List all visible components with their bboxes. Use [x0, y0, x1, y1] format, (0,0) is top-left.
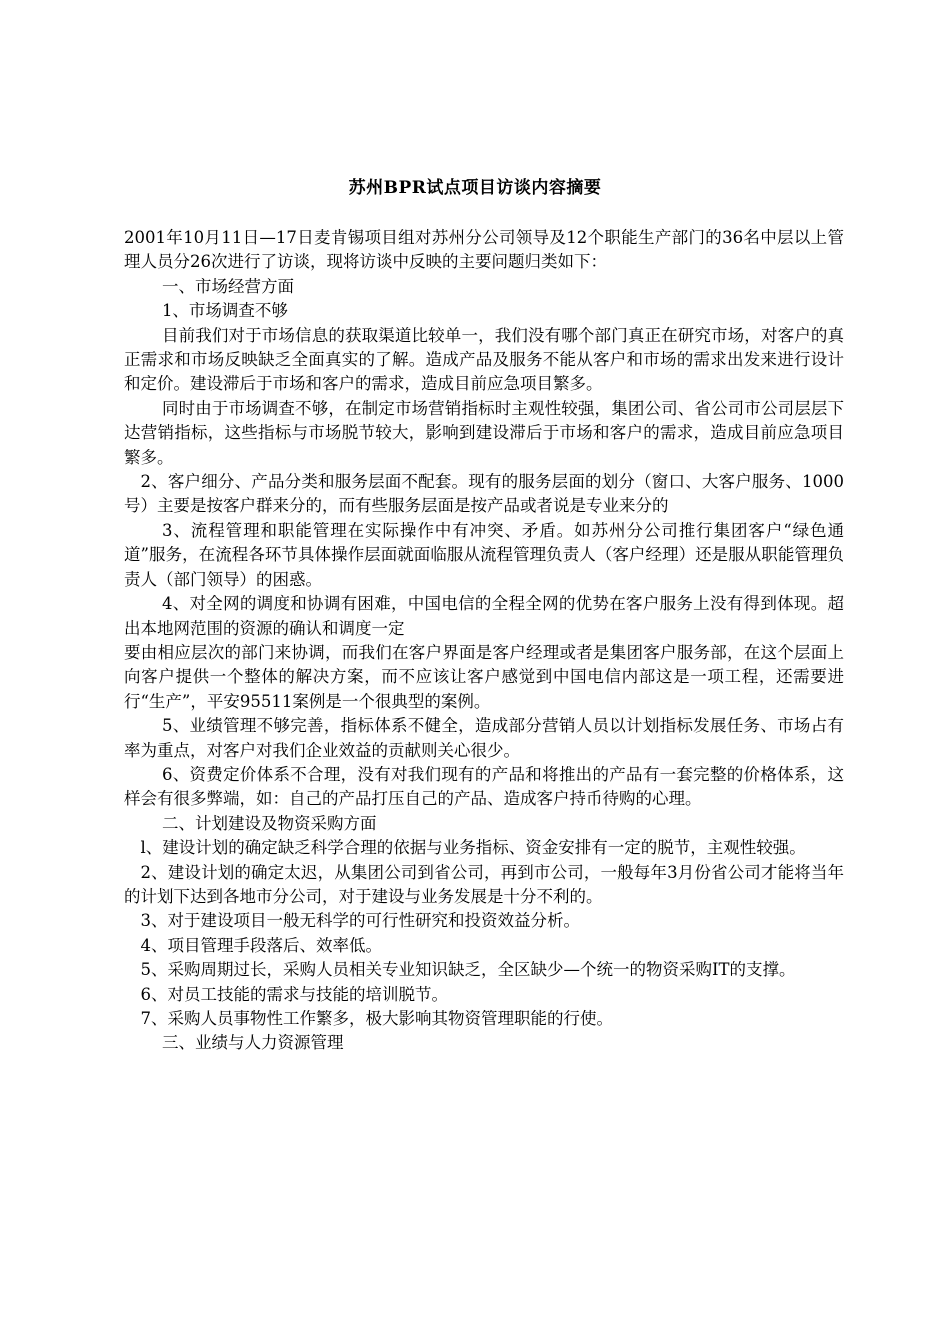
- paragraph: 2、客户细分、产品分类和服务层面不配套。现有的服务层面的划分（窗口、大客户服务、1000号）主要是按客户群来分的，而有些服务层面是按产品或者说是专业来分的: [124, 472, 844, 516]
- paragraph: 二、计划建设及物资采购方面: [161, 813, 377, 833]
- paragraph: 5、采购周期过长，采购人员相关专业知识缺乏，全区缺少—个统一的物资采购IT的支撑。: [140, 960, 796, 980]
- paragraph: 3、流程管理和职能管理在实际操作中有冲突、矛盾。如苏州分公司推行集团客户“绿色通道”服务，在流程各环节具体操作层面就面临服从流程管理负责人（客户经理）还是服从职能管理负责人（部门领导）的困惑。: [124, 520, 844, 589]
- paragraph: 三、业绩与人力资源管理: [161, 1033, 344, 1053]
- paragraph: l、建设计划的确定缺乏科学合理的依据与业务指标、资金安排有一定的脱节，主观性较强。: [140, 838, 806, 858]
- paragraph: 同时由于市场调查不够，在制定市场营销指标时主观性较强，集团公司、省公司市公司层层下达营销指标，这些指标与市场脱节较大，影响到建设滞后于市场和客户的需求，造成目前应急项目繁多。: [124, 398, 844, 467]
- paragraph: 一、市场经营方面: [161, 276, 294, 296]
- paragraph: 3、对于建设项目一般无科学的可行性研究和投资效益分析。: [140, 911, 580, 931]
- document-body: [124, 226, 844, 1056]
- paragraph: 1、市场调查不够: [161, 301, 288, 321]
- paragraph: 6、资费定价体系不合理，没有对我们现有的产品和将推出的产品有一套完整的价格体系，这样会有很多弊端，如：自己的产品打压自己的产品、造成客户持币待购的心理。: [124, 764, 844, 809]
- document-title: 苏州BPR试点项目访谈内容摘要: [348, 178, 602, 198]
- paragraph: 目前我们对于市场信息的获取渠道比较单一，我们没有哪个部门真正在研究市场，对客户的真正需求和市场反映缺乏全面真实的了解。造成产品及服务不能从客户和市场的需求出发来进行设计和定价。建设滞后于市场和客户的需求，造成目前应急项目繁多。: [124, 325, 844, 394]
- paragraph: 2001年10月11日—17日麦肯锡项目组对苏州分公司领导及12个职能生产部门的36名中层以上管理人员分26次进行了访谈，现将访谈中反映的主要问题归类如下：: [124, 228, 844, 272]
- paragraph: 4、项目管理手段落后、效率低。: [140, 935, 382, 955]
- paragraph: 7、采购人员事物性工作繁多，极大影响其物资管理职能的行使。: [140, 1009, 613, 1028]
- paragraph: 2、建设计划的确定太迟，从集团公司到省公司，再到市公司，一般每年3月份省公司才能将当年的计划下达到各地市分公司，对于建设与业务发展是十分不利的。: [124, 862, 844, 906]
- paragraph: 6、对员工技能的需求与技能的培训脱节。: [140, 984, 448, 1004]
- paragraph: 要由相应层次的部门来协调，而我们在客户界面是客户经理或者是集团客户服务部，在这个层面上向客户提供一个整体的解决方案，而不应该让客户感觉到中国电信内部这是一项工程，还需要进行“生产”，平安95511案例是一个很典型的案例。: [124, 642, 844, 711]
- paragraph: 5、业绩管理不够完善，指标体系不健全，造成部分营销人员以计划指标发展任务、市场占有率为重点，对客户对我们企业效益的贡献则关心很少。: [124, 716, 844, 760]
- paragraph: 4、对全网的调度和协调有困难，中国电信的全程全网的优势在客户服务上没有得到体现。超出本地网范围的资源的确认和调度一定: [124, 594, 844, 638]
